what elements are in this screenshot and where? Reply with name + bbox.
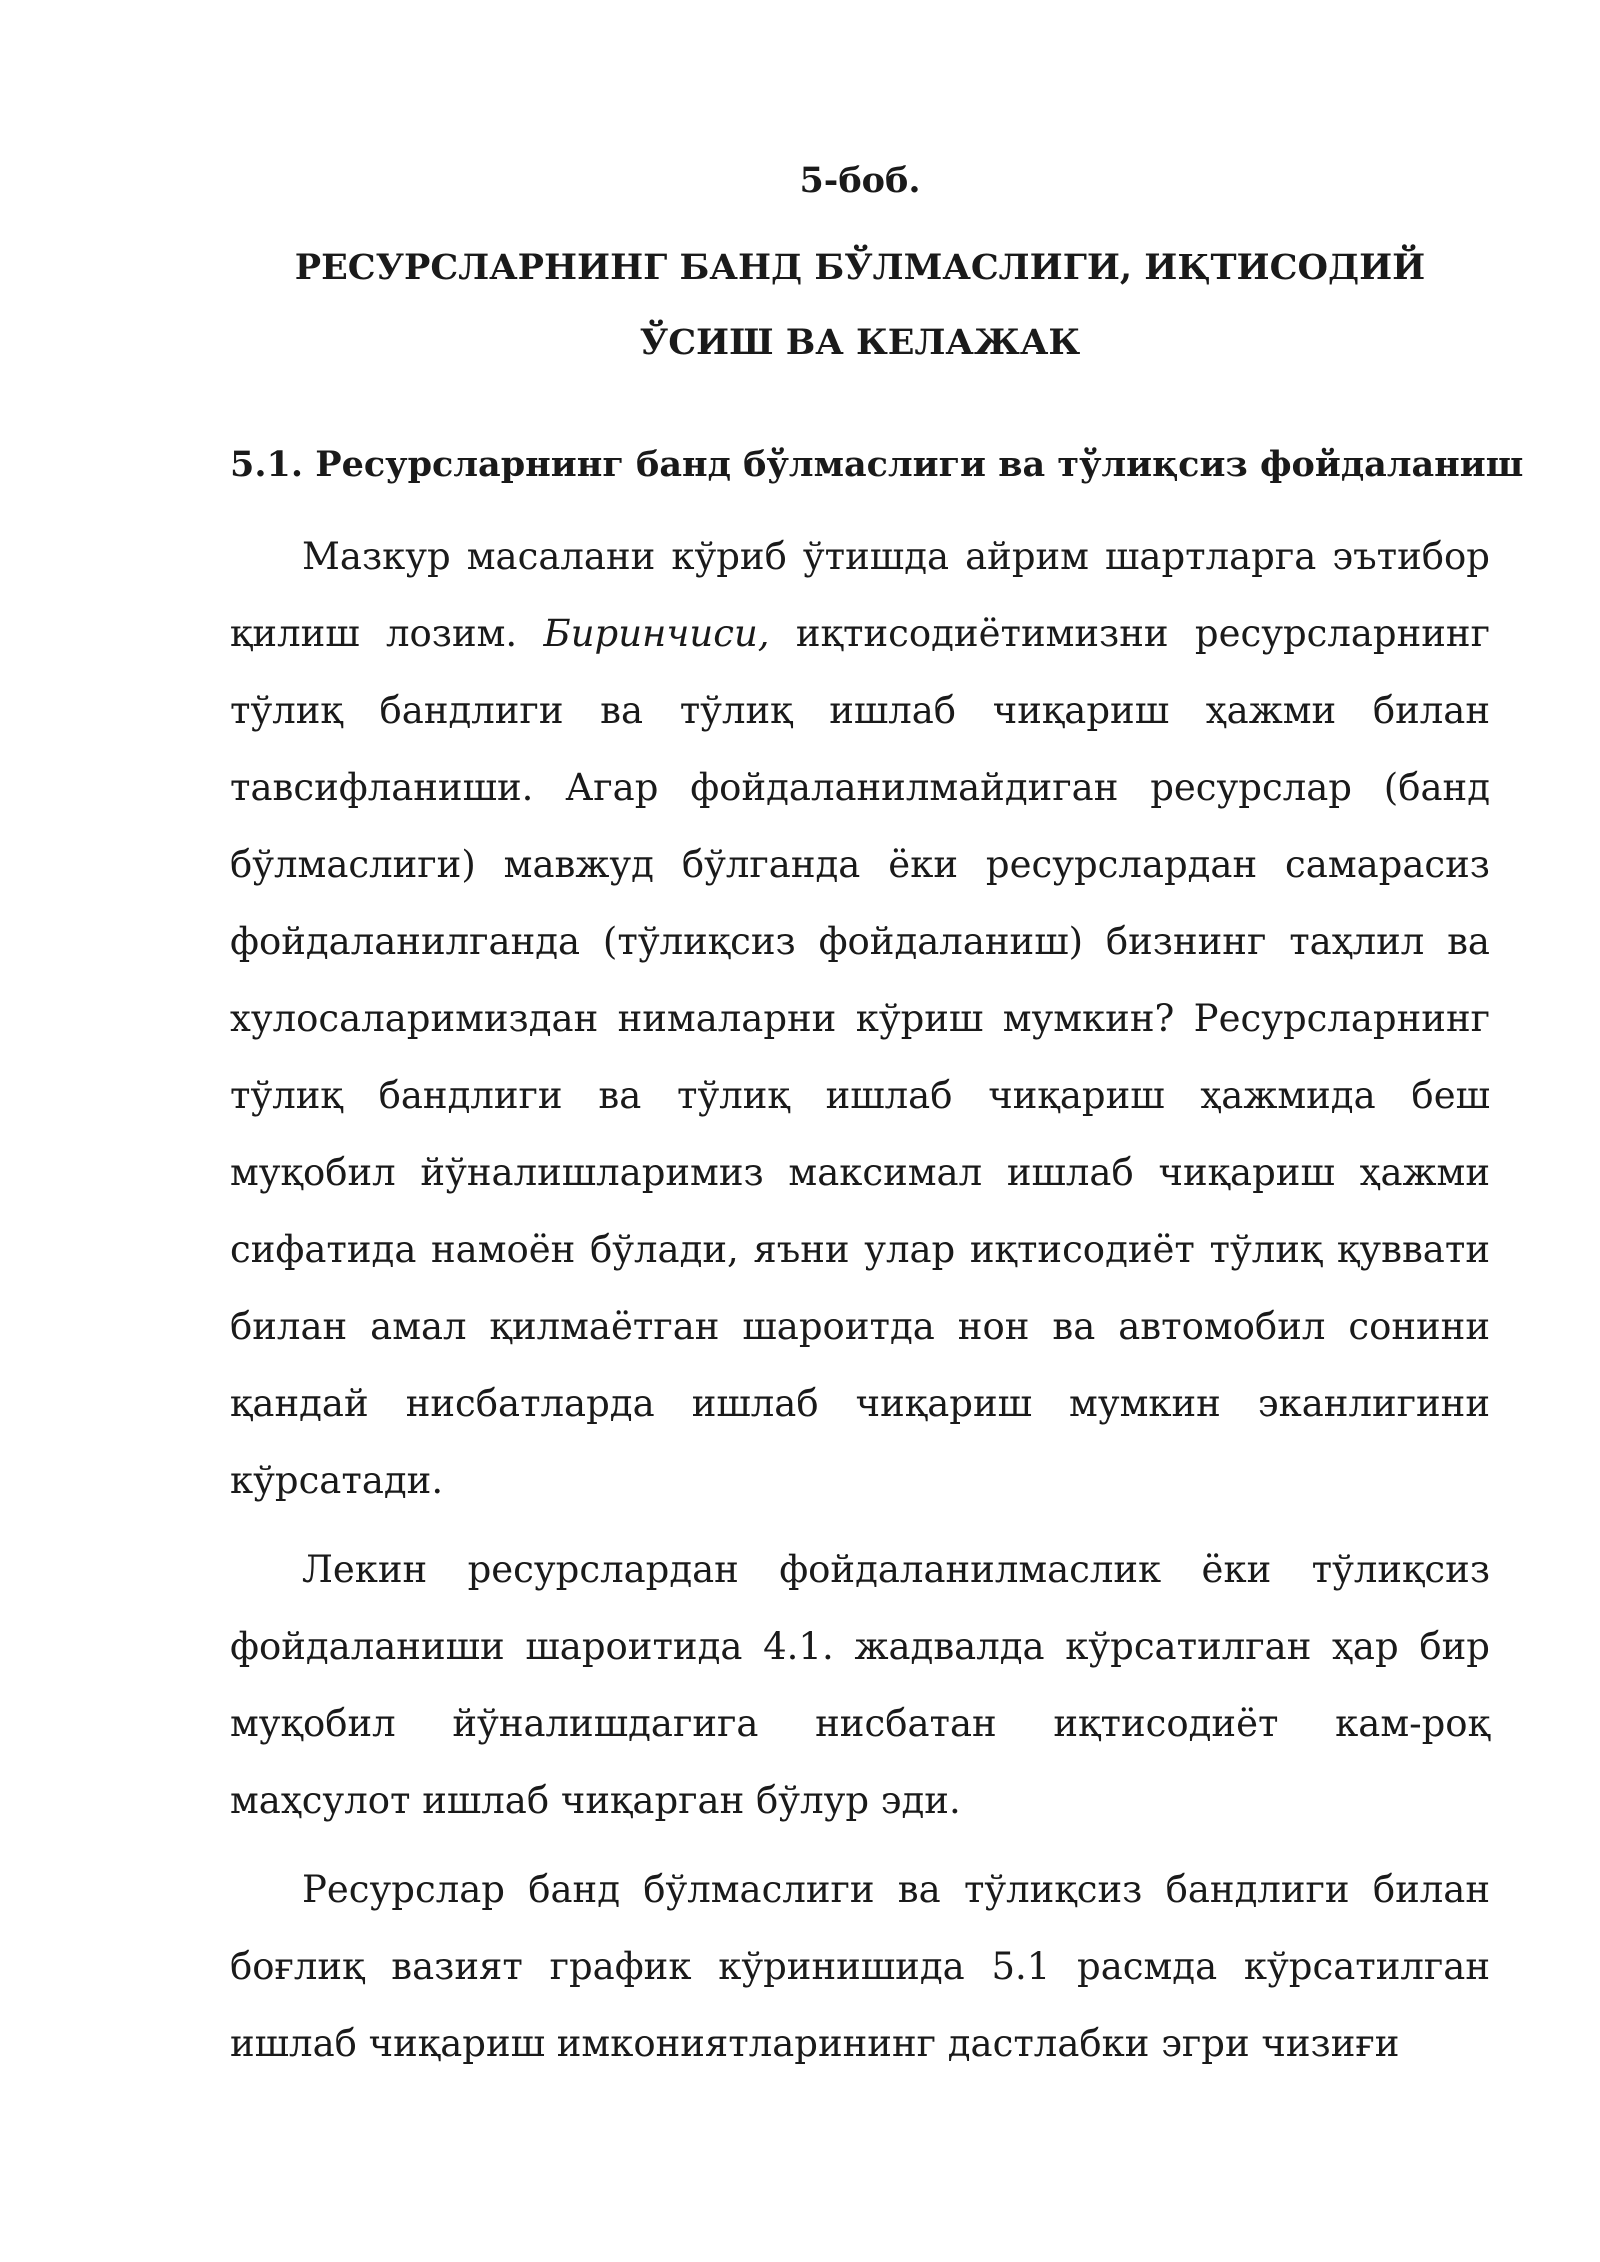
chapter-title: [230, 230, 1490, 380]
chapter-number: 5-боб.: [799, 160, 921, 201]
chapter-title-line-2: ЎСИШ ВА КЕЛАЖАК: [639, 322, 1081, 363]
section-title: 5.1. Ресурсларнинг банд бўлмаслиги ва тўлиқсиз фойдаланиш: [230, 444, 1524, 485]
paragraph-1-start: Мазкур масалани кўриб ўтишда айрим шартларга эътибор қилиш лозим.: [230, 535, 1490, 655]
paragraph-2: Лекин ресурслардан фойдаланилмаслик ёки тўлиқсиз фойдаланиши шароитида 4.1. жадвалда кўрсатилган ҳар бир муқобил йўналишдагига нисбатан иқтисодиёт кам-роқ маҳсулот ишлаб чиқарган бўлур эди.: [230, 1548, 1490, 1822]
paragraph-1: [230, 518, 1490, 1519]
paragraph-1-italic: Биринчиси,: [543, 612, 770, 655]
chapter-title-line-1: РЕСУРСЛАРНИНГ БАНД БЎЛМАСЛИГИ, ИҚТИСОДИЙ: [294, 247, 1426, 288]
paragraph-1-rest: иқтисодиётимизни ресурсларнинг тўлиқ бандлиги ва тўлиқ ишлаб чиқариш ҳажми билан тавсифланиши. Агар фойдаланилмайдиган ресурслар (банд бўлмаслиги) мавжуд бўлганда ёки ресурслардан самарасиз фойдаланилганда (тўлиқсиз фойдаланиш) бизнинг таҳлил ва хулосаларимиздан нималарни кўриш мумкин? Ресурсларнинг тўлиқ бандлиги ва тўлиқ ишлаб чиқариш ҳажмида беш муқобил йўналишларимиз максимал ишлаб чиқариш ҳажми сифатида намоён бўлади, яъни улар иқтисодиёт тўлиқ қуввати билан амал қилмаётган шароитда нон ва автомобил сонини қандай нисбатларда ишлаб чиқариш мумкин эканлигини кўрсатади.: [230, 612, 1490, 1502]
paragraph-3: Ресурслар банд бўлмаслиги ва тўлиқсиз бандлиги билан боғлиқ вазият график кўринишида 5.1 расмда кўрсатилган ишлаб чиқариш имкониятларининг дастлабки эгри чизиғи: [230, 1868, 1490, 2065]
body-text: [230, 518, 1490, 2094]
